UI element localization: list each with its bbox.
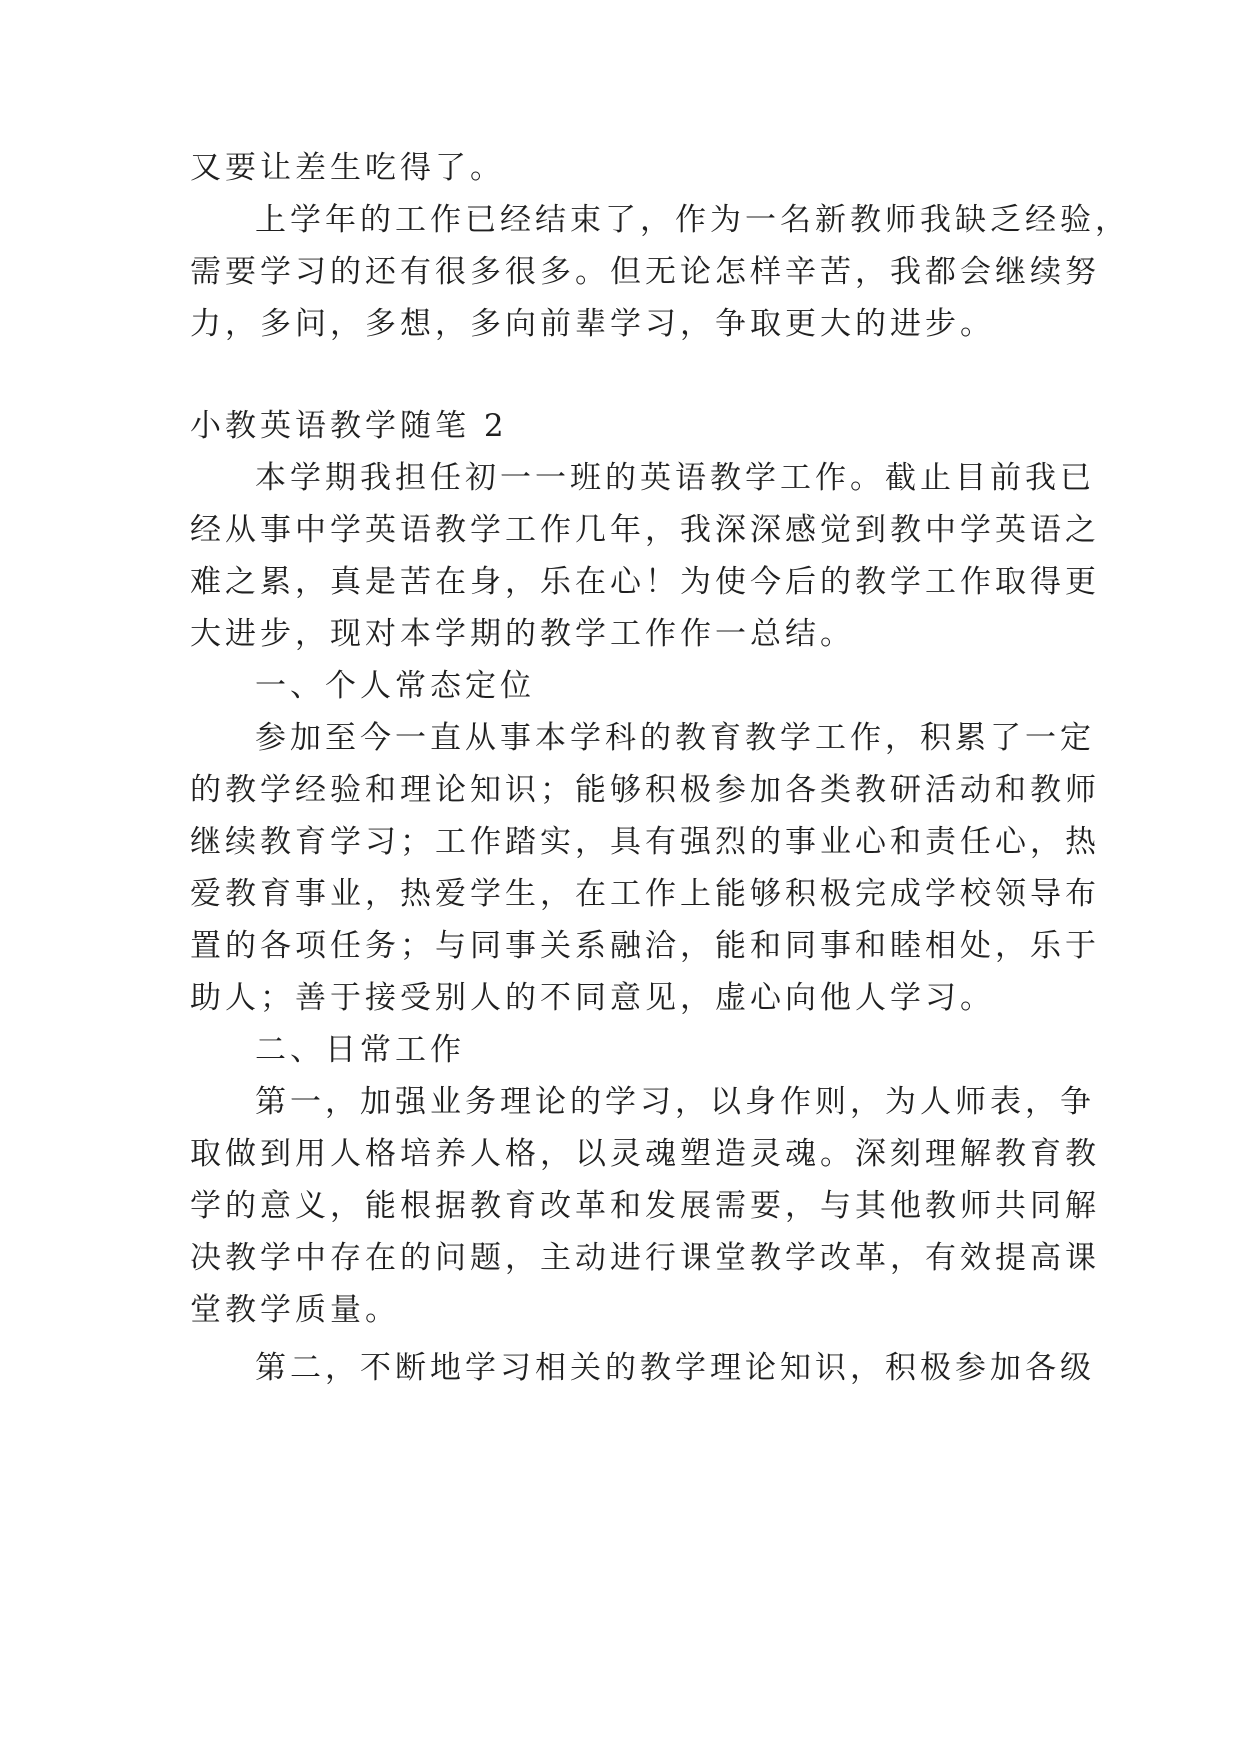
text-line: 第一，加强业务理论的学习，以身作则，为人师表，争 — [255, 1084, 1095, 1120]
text-line: 取做到用人格培养人格，以灵魂塑造灵魂。深刻理解教育教 — [190, 1136, 1100, 1172]
text-line: 的教学经验和理论知识；能够积极参加各类教研活动和教师 — [190, 772, 1100, 808]
text-line: 继续教育学习；工作踏实，具有强烈的事业心和责任心，热 — [190, 824, 1100, 860]
text-line: 堂教学质量。 — [190, 1292, 400, 1328]
text-line: 又要让差生吃得了。 — [190, 150, 505, 186]
text-line: 学的意义，能根据教育改革和发展需要，与其他教师共同解 — [190, 1188, 1100, 1224]
text-line: 经从事中学英语教学工作几年，我深深感觉到教中学英语之 — [190, 512, 1100, 548]
text-line: 本学期我担任初一一班的英语教学工作。截止目前我已 — [255, 460, 1095, 496]
text-line: 决教学中存在的问题，主动进行课堂教学改革，有效提高课 — [190, 1240, 1100, 1276]
text-line: 置的各项任务；与同事关系融洽，能和同事和睦相处，乐于 — [190, 928, 1100, 964]
text-line: 参加至今一直从事本学科的教育教学工作，积累了一定 — [255, 720, 1095, 756]
text-line: 难之累，真是苦在身，乐在心！为使今后的教学工作取得更 — [190, 564, 1100, 600]
text-line: 大进步，现对本学期的教学工作作一总结。 — [190, 616, 855, 652]
subheading: 二、日常工作 — [255, 1032, 465, 1068]
section-heading: 小教英语教学随笔 2 — [190, 408, 508, 444]
text-line: 需要学习的还有很多很多。但无论怎样辛苦，我都会继续努 — [190, 254, 1100, 290]
text-line: 爱教育事业，热爱学生，在工作上能够积极完成学校领导布 — [190, 876, 1100, 912]
text-line: 助人；善于接受别人的不同意见，虚心向他人学习。 — [190, 980, 995, 1016]
subheading: 一、个人常态定位 — [255, 668, 535, 704]
text-line: 力，多问，多想，多向前辈学习，争取更大的进步。 — [190, 306, 995, 342]
text-line: 第二，不断地学习相关的教学理论知识，积极参加各级 — [255, 1350, 1095, 1386]
text-line: 上学年的工作已经结束了，作为一名新教师我缺乏经验， — [255, 202, 1130, 238]
